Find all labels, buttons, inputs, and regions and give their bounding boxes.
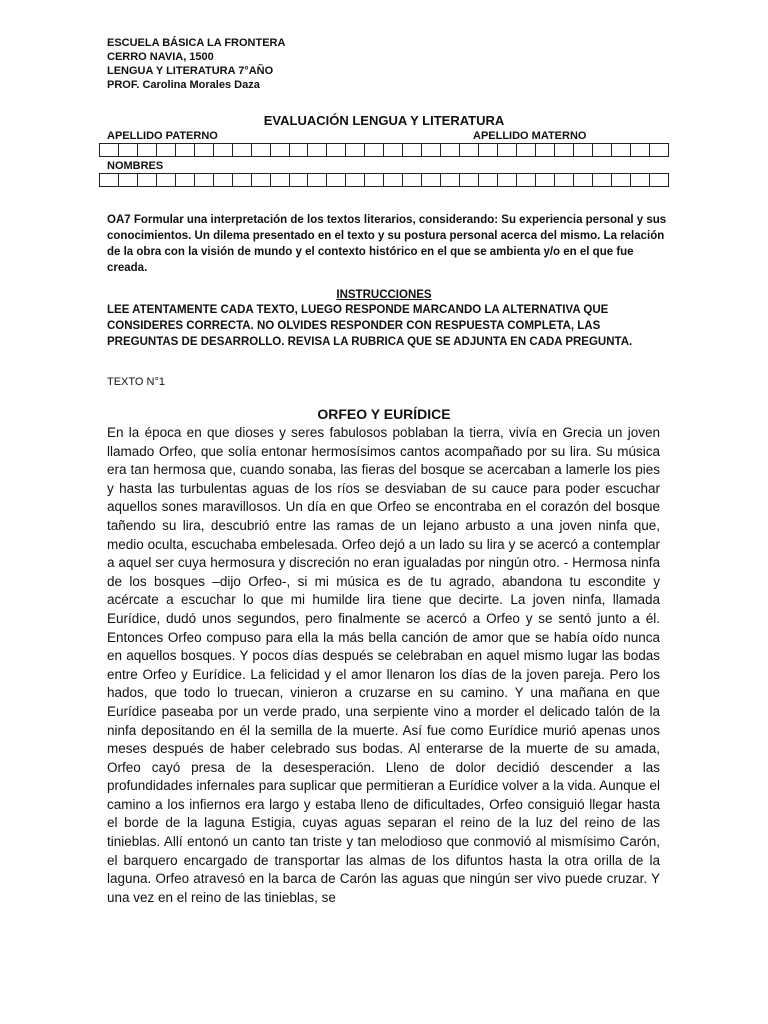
school-name: ESCUELA BÁSICA LA FRONTERA bbox=[107, 37, 286, 49]
letter-box[interactable] bbox=[554, 144, 573, 157]
school-address: CERRO NAVIA, 1500 bbox=[107, 51, 214, 63]
letter-box[interactable] bbox=[460, 174, 479, 187]
letter-box[interactable] bbox=[535, 174, 554, 187]
learning-objective: OA7 Formular una interpretación de los textos literarios, considerando: Su experiencia personal y sus conocimientos. Un dilema presentado en el texto y su postura personal acerca del mismo. La relación de la obra con la visión de mundo y el contexto histórico en el que se ambienta y/o en el que fue creada. bbox=[107, 214, 667, 274]
letter-box[interactable] bbox=[573, 144, 592, 157]
letter-box[interactable] bbox=[649, 174, 668, 187]
letter-box[interactable] bbox=[592, 174, 611, 187]
letter-box[interactable] bbox=[194, 144, 213, 157]
letter-box[interactable] bbox=[611, 174, 630, 187]
letter-box[interactable] bbox=[213, 174, 232, 187]
instructions-heading: INSTRUCCIONES bbox=[336, 289, 432, 301]
letter-box[interactable] bbox=[479, 174, 498, 187]
letter-box[interactable] bbox=[516, 144, 535, 157]
letter-box[interactable] bbox=[611, 144, 630, 157]
letter-box[interactable] bbox=[251, 174, 270, 187]
apellidos-letter-grid[interactable] bbox=[99, 143, 669, 157]
letter-box[interactable] bbox=[535, 144, 554, 157]
instructions-body: LEE ATENTAMENTE CADA TEXTO, LUEGO RESPONDE MARCANDO LA ALTERNATIVA QUE CONSIDERES CORRECTA. NO OLVIDES RESPONDER CON RESPUESTA COMPLETA, LAS PREGUNTAS DE DESARROLLO. REVISA LA RUBRICA QUE SE ADJUNTA EN CADA PREGUNTA. bbox=[107, 304, 633, 348]
story-title: ORFEO Y EURÍDICE bbox=[317, 406, 451, 422]
letter-box[interactable] bbox=[649, 144, 668, 157]
letter-box[interactable] bbox=[403, 144, 422, 157]
letter-box[interactable] bbox=[422, 144, 441, 157]
letter-box[interactable] bbox=[156, 144, 175, 157]
apellido-paterno-label: APELLIDO PATERNO bbox=[107, 130, 218, 142]
letter-box[interactable] bbox=[100, 174, 119, 187]
letter-box[interactable] bbox=[479, 144, 498, 157]
letter-box[interactable] bbox=[232, 144, 251, 157]
letter-box[interactable] bbox=[137, 144, 156, 157]
letter-box[interactable] bbox=[554, 174, 573, 187]
letter-box[interactable] bbox=[346, 174, 365, 187]
letter-box[interactable] bbox=[573, 174, 592, 187]
letter-box[interactable] bbox=[498, 174, 517, 187]
letter-box[interactable] bbox=[251, 144, 270, 157]
letter-box[interactable] bbox=[289, 144, 308, 157]
letter-box[interactable] bbox=[270, 174, 289, 187]
letter-box[interactable] bbox=[346, 144, 365, 157]
letter-box[interactable] bbox=[270, 144, 289, 157]
letter-box[interactable] bbox=[592, 144, 611, 157]
letter-box[interactable] bbox=[441, 144, 460, 157]
letter-box[interactable] bbox=[175, 174, 194, 187]
letter-box[interactable] bbox=[384, 144, 403, 157]
letter-box[interactable] bbox=[516, 174, 535, 187]
letter-box[interactable] bbox=[118, 144, 137, 157]
page-title: EVALUACIÓN LENGUA Y LITERATURA bbox=[263, 113, 505, 128]
letter-box[interactable] bbox=[327, 174, 346, 187]
text-number-label: TEXTO N°1 bbox=[107, 376, 165, 388]
letter-box[interactable] bbox=[460, 144, 479, 157]
nombres-letter-grid[interactable] bbox=[99, 173, 669, 187]
course-name: LENGUA Y LITERATURA 7°AÑO bbox=[107, 65, 274, 77]
teacher-name: PROF. Carolina Morales Daza bbox=[107, 79, 260, 91]
letter-box[interactable] bbox=[327, 144, 346, 157]
letter-box[interactable] bbox=[175, 144, 194, 157]
letter-box[interactable] bbox=[213, 144, 232, 157]
letter-box[interactable] bbox=[365, 174, 384, 187]
letter-box[interactable] bbox=[232, 174, 251, 187]
nombres-label: NOMBRES bbox=[107, 160, 164, 172]
school-header bbox=[107, 36, 285, 92]
letter-box[interactable] bbox=[630, 144, 649, 157]
letter-box[interactable] bbox=[422, 174, 441, 187]
apellido-materno-label: APELLIDO MATERNO bbox=[473, 130, 587, 142]
story-body: En la época en que dioses y seres fabulosos poblaban la tierra, vivía en Grecia un joven llamado Orfeo, que solía entonar hermosísimos cantos acompañado por su lira. Su música era tan hermosa que, cuando sonaba, las fieras del bosque se acercaban a lamerle los pies y hasta las turbulentas aguas de los ríos se desviaban de su cauce para poder escuchar aquellos sones maravillosos. Un día en que Orfeo se encontraba en el corazón del bosque tañendo su lira, descubrió entre las ramas de un lejano arbusto a una joven ninfa que, medio oculta, escuchaba embelesada. Orfeo dejó a un lado su lira y se acercó a contemplar a aquel ser cuya hermosura y discreción no eran igualadas por ningún otro. - Hermosa ninfa de los bosques –dijo Orfeo-, si mi música es de tu agrado, abandona tu escondite y acércate a escuchar lo que mi humilde lira tiene que decirte. La joven ninfa, llamada Eurídice, dudó unos segundos, pero finalmente se acercó a Orfeo y se sentó junto a él. Entonces Orfeo compuso para ella la más bella canción de amor que se había oído nunca en aquellos bosques. Y pocos días después se celebraban en aquel mismo lugar las bodas entre Orfeo y Eurídice. La felicidad y el amor llenaron los días de la joven pareja. Pero los hados, que todo lo truecan, vinieron a cruzarse en su camino. Y una mañana en que Eurídice paseaba por un verde prado, una serpiente vino a morder el delicado talón de la ninfa depositando en él la semilla de la muerte. Así fue como Eurídice murió apenas unos meses después de haber celebrado sus bodas. Al enterarse de la muerte de su amada, Orfeo cayó presa de la desesperación. Lleno de dolor decidió descender a las profundidades infernales para suplicar que permitieran a Eurídice volver a la vida. Aunque el camino a los infiernos era largo y estaba lleno de dificultades, Orfeo consiguió llegar hasta el borde de la laguna Estigia, cuyas aguas separan el reino de la luz del reino de las tinieblas. Allí entonó un canto tan triste y tan melodioso que conmovió al mismísimo Carón, el barquero encargado de transportar las almas de los difuntos hasta la otra orilla de la laguna. Orfeo atravesó en la barca de Carón las aguas que ningún ser vivo puede cruzar. Y una vez en el reino de las tinieblas, se bbox=[107, 425, 660, 905]
letter-box[interactable] bbox=[156, 174, 175, 187]
letter-box[interactable] bbox=[365, 144, 384, 157]
letter-box[interactable] bbox=[308, 174, 327, 187]
letter-box[interactable] bbox=[384, 174, 403, 187]
letter-box[interactable] bbox=[498, 144, 517, 157]
letter-box[interactable] bbox=[100, 144, 119, 157]
letter-box[interactable] bbox=[308, 144, 327, 157]
letter-box[interactable] bbox=[194, 174, 213, 187]
letter-box[interactable] bbox=[403, 174, 422, 187]
letter-box[interactable] bbox=[118, 174, 137, 187]
letter-box[interactable] bbox=[630, 174, 649, 187]
letter-box[interactable] bbox=[137, 174, 156, 187]
letter-box[interactable] bbox=[289, 174, 308, 187]
letter-box[interactable] bbox=[441, 174, 460, 187]
